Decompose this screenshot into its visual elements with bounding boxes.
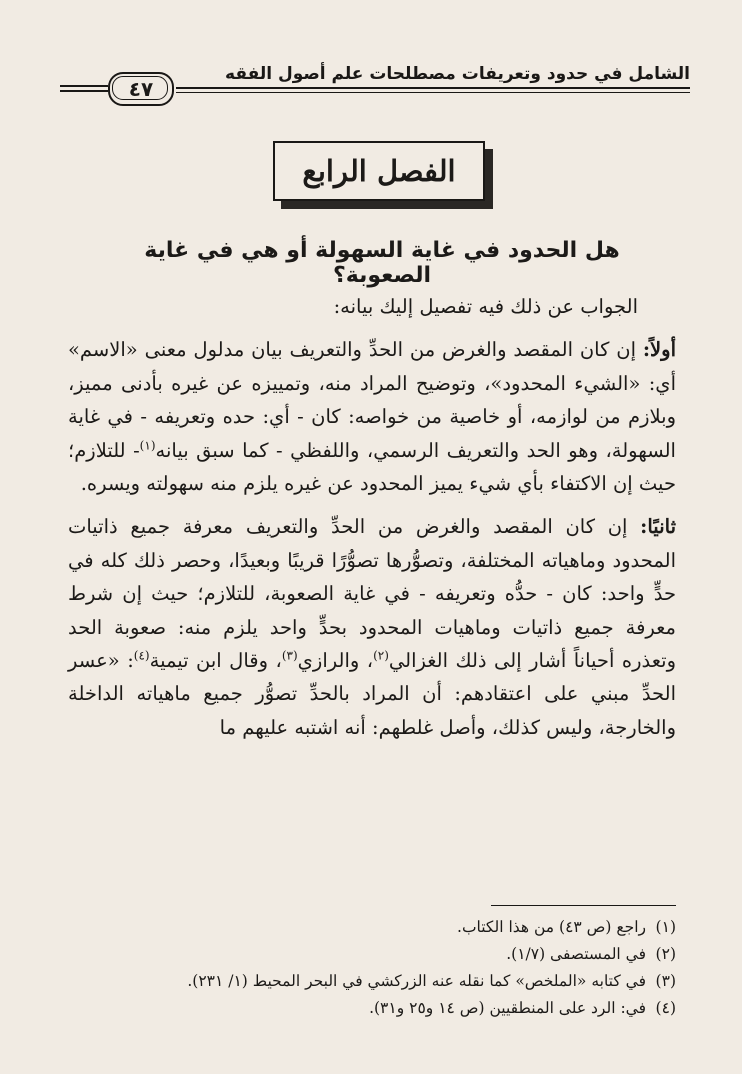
header-rule (176, 87, 690, 89)
page-number: ٤٧ (108, 72, 174, 106)
footnote-number: (١) (655, 918, 676, 936)
page-number-frame (112, 76, 168, 100)
footnote-number: (٢) (655, 945, 676, 963)
intro-paragraph: الجواب عن ذلك فيه تفصيل إليك بيانه: (333, 295, 638, 318)
paragraph-text: : «عسر الحدِّ مبني على اعتقادهم: أن المراد بالحدِّ تصوُّر جميع ماهياته الداخلة والخارجة، وليس كذلك، وأصل غلطهم: أنه اشتبه عليهم ما (68, 649, 676, 739)
header-rule-thin (176, 92, 690, 93)
paragraph-text: ، والرازي (297, 649, 374, 673)
footnote-text: في كتابه «الملخص» كما نقله عنه الزركشي في البحر المحيط (١/ ٢٣١). (187, 972, 646, 990)
paragraph-lead: ثانيًا: (640, 515, 676, 539)
footnote (68, 941, 676, 968)
footnote-text: في: الرد على المنطقيين (ص ١٤ و٢٥ و٣١). (369, 999, 646, 1017)
paragraph-lead: أولاً: (642, 338, 677, 362)
section-heading: هل الحدود في غاية السهولة أو هي في غاية الصعوبة؟ (144, 238, 620, 288)
footnote-number: (٤) (655, 999, 676, 1017)
footnote (68, 995, 676, 1022)
footnote-ref: (١) (139, 438, 156, 453)
body-text (68, 290, 676, 754)
footnote (68, 968, 676, 995)
paragraph-text: - للتلازم؛ حيث إن الاكتفاء بأي شيء يميز المحدود عن غيره يلزم منه سهولته ويسره. (68, 438, 676, 496)
footnote-ref: (٤) (133, 648, 150, 663)
paragraph-text: ، وقال ابن تيمية (149, 649, 282, 673)
footnote-number: (٣) (655, 972, 676, 990)
footnote-ref: (٣) (281, 648, 298, 663)
paragraph-first (68, 333, 676, 500)
footnote-ref: (٢) (373, 648, 389, 663)
footnote (68, 914, 676, 941)
footnote-separator (491, 905, 676, 906)
footnote-text: في المستصفى (١/٧). (506, 945, 646, 963)
paragraph-text: إن كان المقصد والغرض من الحدِّ والتعريف معرفة جميع ذاتيات المحدود وماهياته المختلفة، وتصوُّرها تصوُّرًا قريبًا وبعيدًا، وحصر ذلك كله في حدٍّ واحد: كان - حدُّه وتعريفه - في غاية الصعوبة، للتلازم؛ حيث إن شرط معرفة جميع ذاتيات وماهيات المحدود بحدٍّ واحد يلزم منه: صعوبة الحد وتعذره أحياناً أشار إلى ذلك الغزالي (68, 515, 677, 673)
paragraph-text: إن كان المقصد والغرض من الحدِّ والتعريف بيان مدلول معنى «الاسم» أي: «الشيء المحدود»، وتوضيح المراد منه، وتمييزه عن غيره بأدنى مميز، وبلازم من لوازمه، أو خاصية من خواصه: كان - أي: حده وتعريفه - في غاية السهولة، وهو الحد والتعريف الرسمي، واللفظي - كما سبق بيانه (68, 338, 676, 462)
footnotes (68, 914, 676, 1022)
paragraph-second (68, 510, 676, 744)
header-ornament-lines (60, 83, 108, 93)
chapter-title: الفصل الرابع (273, 141, 485, 201)
footnote-text: راجع (ص ٤٣) من هذا الكتاب. (457, 918, 646, 936)
running-header-title: الشامل في حدود وتعريفات مصطلحات علم أصول الفقه (225, 64, 690, 84)
